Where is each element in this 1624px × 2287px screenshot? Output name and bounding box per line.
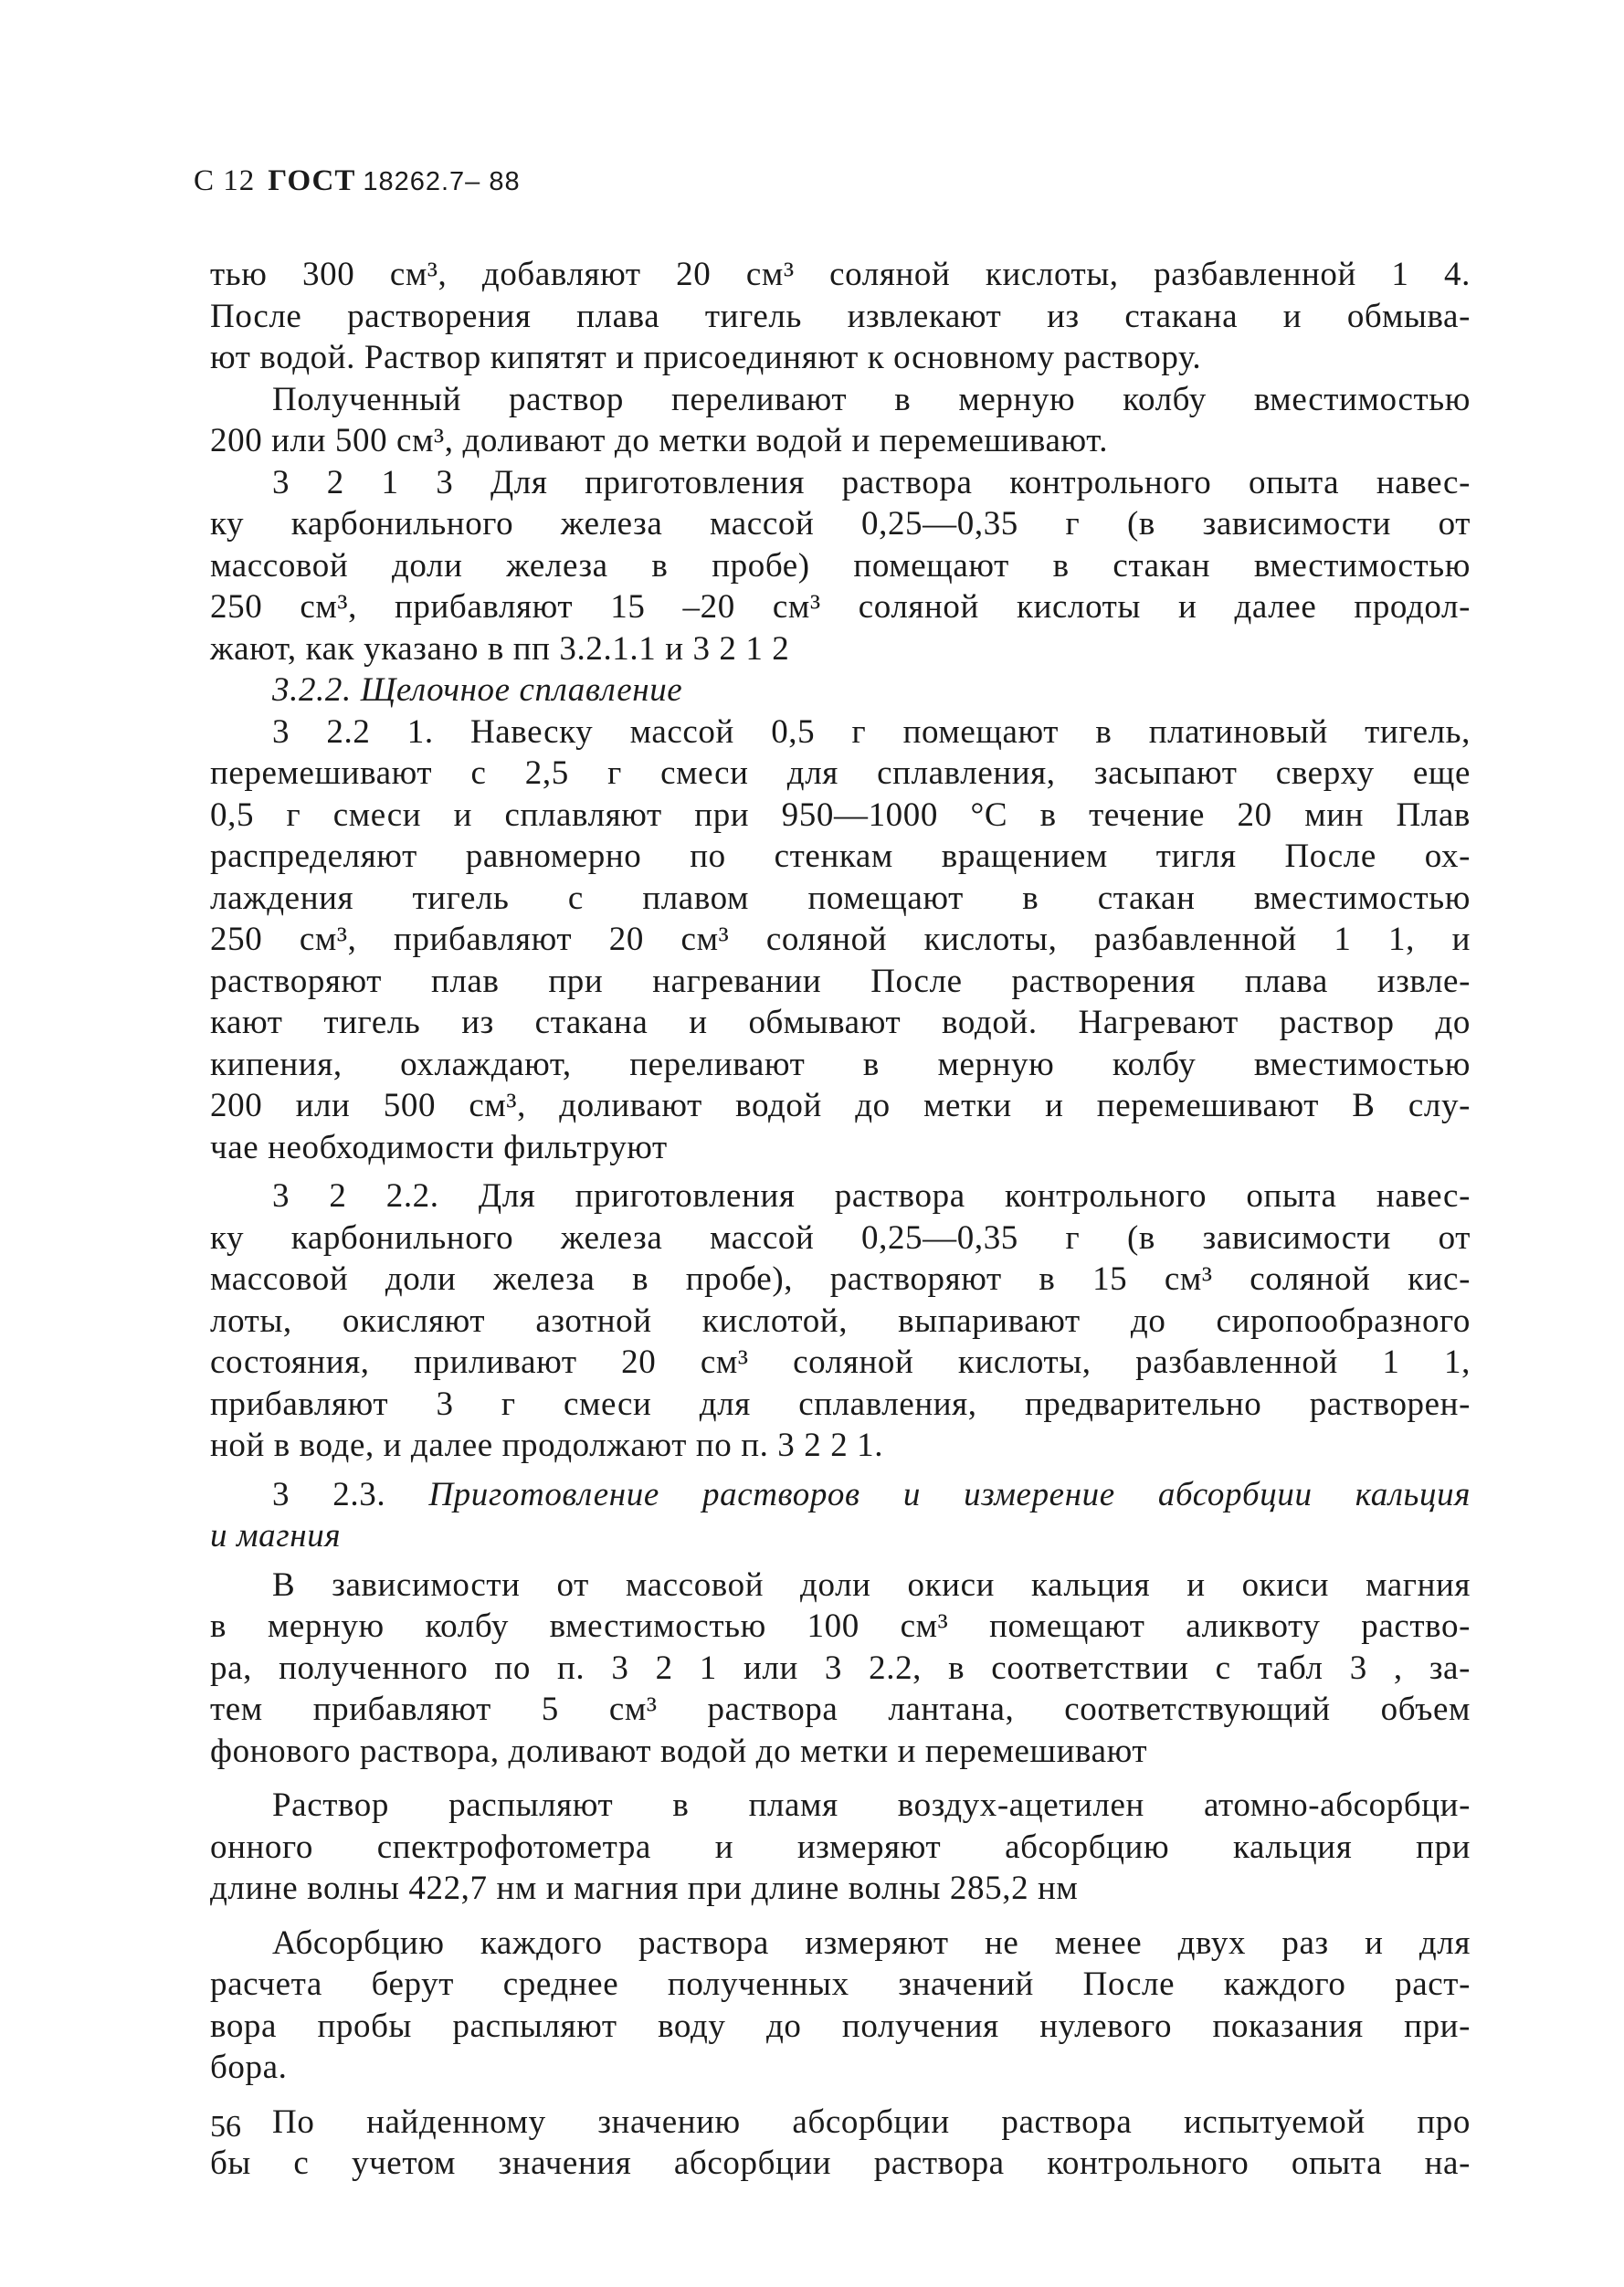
section-title: Приготовление растворов и измерение абсорбции кальция — [428, 1475, 1471, 1513]
text-line: жают, как указано в пп 3.2.1.1 и 3 2 1 2 — [210, 629, 790, 668]
text-line: 3 2 1 3 Для приготовления раствора контрольного опыта навес- — [272, 463, 1471, 501]
text-line: перемешивают с 2,5 г смеси для сплавления, засыпают сверху еще — [210, 754, 1471, 792]
text-line: массовой доли железа в пробе), растворяют в 15 см³ соляной кис- — [210, 1260, 1471, 1298]
text-line: Полученный раствор переливают в мерную колбу вместимостью — [272, 380, 1471, 418]
page-header — [194, 164, 521, 198]
header-gost: ГОСТ — [268, 164, 356, 197]
text-line — [210, 1474, 1471, 1516]
text-line: чае необходимости фильтруют — [210, 1128, 668, 1166]
section-number: 3 2.3. — [272, 1475, 429, 1513]
block-3-2-1 — [210, 254, 1471, 1168]
text-line: расчета берут среднее полученных значений После каждого раст- — [210, 1966, 1471, 2003]
text-line: бы с учетом значения абсорбции раствора контрольного опыта на- — [210, 2145, 1471, 2182]
text-line: ку карбонильного железа массой 0,25—0,35 г (в зависимости от — [210, 505, 1471, 543]
text-line: в мерную колбу вместимостью 100 см³ помещают аликвоту раство- — [210, 1607, 1471, 1645]
block-3-2-2-2 — [210, 1175, 1471, 1467]
text-line: бора. — [210, 2049, 288, 2086]
text-line: лоты, окисляют азотной кислотой, выпаривают до сиропообразного — [210, 1302, 1471, 1340]
text-line: кипения, охлаждают, переливают в мерную колбу вместимостью — [210, 1045, 1471, 1083]
text-line: состояния, приливают 20 см³ соляной кислоты, разбавленной 1 1, — [210, 1344, 1471, 1381]
body-text — [210, 254, 1471, 2185]
text-line: ку карбонильного железа массой 0,25—0,35 г (в зависимости от — [210, 1218, 1471, 1257]
text-line: После растворения плава тигель извлекают из стакана и обмыва- — [210, 297, 1471, 335]
text-line: 200 или 500 см³, доливают водой до метки и перемешивают В слу- — [210, 1087, 1471, 1124]
text-line: онного спектрофотометра и измеряют абсорбцию кальция при — [210, 1828, 1471, 1866]
text-line: фонового раствора, доливают водой до метки и перемешивают — [210, 1732, 1148, 1770]
text-line: тью 300 см³, добавляют 20 см³ соляной кислоты, разбавленной 1 4. — [210, 256, 1471, 293]
block-spraying — [210, 1785, 1471, 1910]
block-3-2-3-heading — [210, 1474, 1471, 1557]
text-line: ной в воде, и далее продолжают по п. 3 2 2 1. — [210, 1427, 884, 1464]
block-calculation — [210, 2102, 1471, 2185]
text-line: прибавляют 3 г смеси для сплавления, предварительно растворен- — [210, 1385, 1471, 1423]
text-line: массовой доли железа в пробе) помещают в стакан вместимостью — [210, 546, 1471, 585]
block-absorption — [210, 1923, 1471, 2089]
text-line: ют водой. Раствор кипятят и присоединяют к основному раствору. — [210, 339, 1202, 376]
text-line: По найденному значению абсорбции раствора испытуемой про — [272, 2103, 1471, 2141]
text-line: Раствор распыляют в пламя воздух-ацетилен атомно-абсорбци- — [272, 1786, 1471, 1824]
text-line: 3 2.2 1. Навеску массой 0,5 г помещают в платиновый тигель, — [272, 712, 1471, 751]
text-line: В зависимости от массовой доли окиси кальция и окиси магния — [272, 1565, 1471, 1604]
text-line: длине волны 422,7 нм и магния при длине волны 285,2 нм — [210, 1870, 1079, 1907]
text-line: 0,5 г смеси и сплавляют при 950—1000 °С в течение 20 мин Плав — [210, 796, 1471, 834]
header-prefix: С 12 — [194, 164, 256, 197]
header-standard-number: 18262.7– 88 — [363, 167, 521, 196]
text-line: растворяют плав при нагревании После растворения плава извле- — [210, 962, 1471, 1000]
text-line: лаждения тигель с плавом помещают в стакан вместимостью — [210, 879, 1471, 917]
text-line: вора пробы распыляют воду до получения нулевого показания при- — [210, 2007, 1471, 2045]
text-line: и магния — [210, 1517, 342, 1555]
text-line: 250 см³, прибавляют 20 см³ соляной кислоты, разбавленной 1 1, и — [210, 921, 1471, 958]
text-line: 200 или 500 см³, доливают до метки водой и перемешивают. — [210, 422, 1109, 459]
text-line: Абсорбцию каждого раствора измеряют не менее двух раз и для — [272, 1923, 1471, 1962]
text-line: кают тигель из стакана и обмывают водой. Нагревают раствор до — [210, 1004, 1471, 1041]
block-aliquot — [210, 1565, 1471, 1773]
text-line: распределяют равномерно по стенкам вращением тигля После ох- — [210, 838, 1471, 875]
text-line: тем прибавляют 5 см³ раствора лантана, соответствующий объем — [210, 1691, 1471, 1728]
text-line: ра, полученного по п. 3 2 1 или 3 2.2, в соответствии с табл 3 , за- — [210, 1649, 1471, 1687]
text-line: 250 см³, прибавляют 15 –20 см³ соляной кислоты и далее продол- — [210, 588, 1471, 626]
text-line: 3.2.2. Щелочное сплавление — [272, 671, 683, 709]
text-line: 3 2 2.2. Для приготовления раствора контрольного опыта навес- — [272, 1177, 1471, 1215]
page-number: 56 — [210, 2110, 241, 2144]
